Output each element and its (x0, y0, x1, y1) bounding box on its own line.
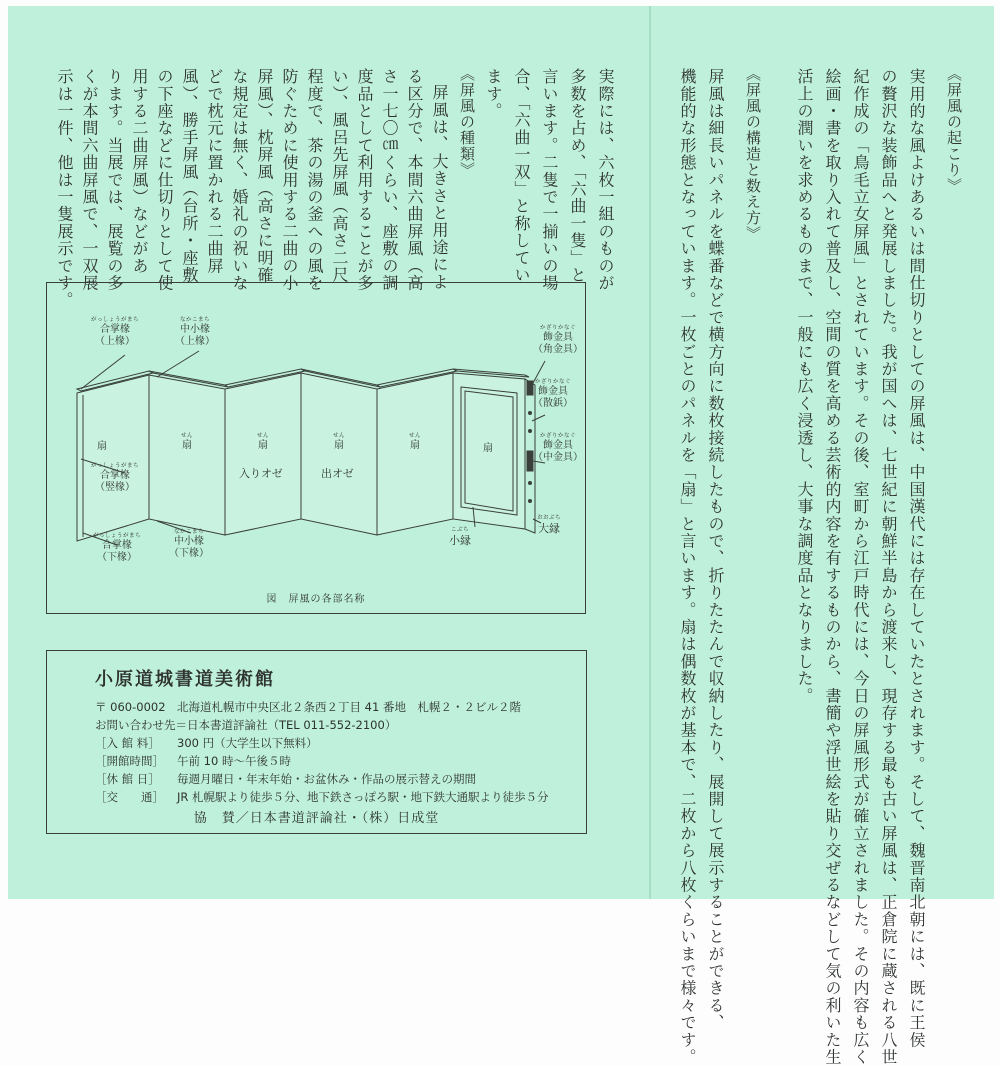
label-sen-3: せん 扇 (257, 433, 270, 451)
rivet-4 (529, 500, 532, 503)
label-gassho-top: がっしょうがまち 合掌椽 （上椽） (91, 317, 140, 348)
info-access: ［交 通］ JR 札幌駅より徒歩５分、地下鉄さっぽろ駅・地下鉄大通駅より徒歩５分 (95, 790, 549, 804)
label-obuchi: おおぶち 大縁 (537, 515, 562, 535)
label-sen-5: せん 扇 (409, 433, 422, 451)
types-line-11: 風）、勝手屏風（台所・座敷 (180, 68, 199, 284)
label-iri-oze: 入りオゼ (239, 467, 283, 480)
label-nakako-top: なかこまち 中小椽 （上椽） (175, 317, 215, 348)
info-closed: ［休 館 日］ 毎週月曜日・年末年始・お盆休み・作品の展示替えの期間 (95, 772, 476, 786)
types-line-13: 用する二曲屏風）などがあ (130, 68, 149, 275)
rivet-3 (529, 482, 532, 485)
panel-4 (301, 373, 377, 535)
origin-line-3: 紀作成の「鳥毛立女屏風」とされています。その後、室町から江戸時代には、今日の屏風形式が確立されました。その内容も広く (851, 68, 870, 1066)
leader-nakako-top (157, 351, 199, 377)
leader-kazari2 (532, 415, 545, 421)
types-line-10: どで枕元に置かれる二曲屏 (205, 68, 224, 275)
panel-5 (377, 373, 453, 535)
label-sen-6: 扇 (483, 443, 493, 454)
label-gassho-bot: がっしょうがまち 合掌椽 （下椽） (93, 533, 142, 564)
label-sen-1: 扇 (97, 441, 107, 452)
heading-types: 《屏風の種類》 (458, 66, 476, 178)
structure-line-2: 機能的な形態となっています。一枚ごとのパネルを「扇」と言います。扇は偶数枚が基本で、二枚から八枚くらいまで様々です。 (678, 68, 697, 1066)
types-line-7: 防ぐために使用する二曲の小 (280, 68, 299, 292)
panel-1 (77, 375, 149, 541)
label-gassho-mid: がっしょうがまち 合掌椽 （竪椽） (91, 463, 140, 494)
label-nakako-bot: なかこまち 中小椽 （下椽） (169, 529, 209, 560)
label-kazari-rivet: かざりかなぐ 飾金具 （散鋲） (533, 379, 573, 410)
museum-name: 小原道城書道美術館 (95, 669, 275, 690)
cont-line-3: 言います。二隻で一揃いの場 (540, 68, 559, 292)
heading-structure: 《屏風の構造と数え方》 (744, 66, 762, 242)
types-line-8: 屏風）、枕屏風（高さに明確 (255, 68, 274, 284)
cont-line-5: ます。 (484, 68, 503, 120)
origin-line-5: 活上の潤いを求めるものまで、一般にも広く浸透し、大事な調度品となりました。 (795, 68, 814, 705)
byobu-diagram (46, 282, 586, 614)
address: 〒 060-0002 北海道札幌市中央区北２条西２丁目 41 番地 札幌２・２ビル２階 (95, 700, 521, 714)
museum-info-box (46, 650, 587, 834)
types-line-2: る区分で、本間六曲屏風（高 (405, 68, 424, 292)
info-hours: ［開館時間］ 午前 10 時～午後５時 (95, 754, 291, 768)
types-line-1: 屏風は、大きさと用途によ (430, 84, 449, 291)
types-line-5: い）、風呂先屏風（高さ二尺 (330, 68, 349, 284)
origin-line-2: の贅沢な装飾品へと発展しました。我が国へは、七世紀に朝鮮半島から渡来し、現存する最も古い屏風は、正倉院に蔵される八世 (879, 68, 898, 1066)
types-line-9: な規定は無く、婚礼の祝いな (230, 68, 249, 292)
types-line-16: 示は一件、他は一隻展示です。 (55, 68, 74, 309)
types-line-6: 程度で、茶の湯の釜への風を (305, 68, 324, 292)
panel-3 (225, 373, 301, 535)
label-kazari-corner: かざりかなぐ 飾金具 （角金具） (533, 325, 583, 356)
page-fold (649, 6, 651, 899)
sponsor: 協 賛／日本書道評論社・（株）日成堂 (193, 811, 440, 826)
rivet-2 (529, 430, 532, 433)
cont-line-2: 多数を占め、「六曲一隻」と (568, 68, 587, 284)
contact: お問い合わせ先＝日本書道評論社（TEL 011-552-2100） (95, 718, 397, 732)
panel-2 (149, 375, 225, 535)
origin-line-1: 実用的な風よけあるいは間仕切りとしての屏風は、中国漢代には存在していたとされます。そして、魏晋南北朝には、既に王侯 (907, 68, 926, 1049)
figure-caption: 図 屏風の各部名称 (266, 594, 366, 605)
label-de-oze: 出オゼ (321, 467, 354, 480)
types-line-4: 度品として利用することが多 (355, 68, 374, 292)
rivet-1 (529, 412, 532, 415)
origin-line-4: 絵画・書を取り入れて普及し、空間の質を高める芸術的内容を有するものから、書簡や浮世絵を貼り交ぜるなどして気の利いた生 (823, 68, 842, 1066)
label-kazari-middle: かざりかなぐ 飾金具 （中金具） (533, 433, 583, 464)
label-sen-2: せん 扇 (181, 433, 194, 451)
structure-line-1: 屏風は細長いパネルを蝶番などで横方向に数枚接続したもので、折りたたんで収納したり、展開して展示することができる、 (706, 68, 725, 1032)
heading-origin: 《屏風の起こり》 (945, 66, 963, 194)
cont-line-4: 合、「六曲一双」と称してい (512, 68, 531, 284)
info-admission: ［入 館 料］ 300 円（大学生以下無料） (95, 736, 318, 750)
types-line-3: さ一七〇㎝くらい、座敷の調 (380, 68, 399, 292)
types-line-15: くが本間六曲屏風で、一双展 (80, 68, 99, 292)
types-line-14: ります。当展では、展覧の多 (105, 68, 124, 292)
label-sen-4: せん 扇 (333, 433, 346, 451)
cont-line-1: 実際には、六枚一組のものが (596, 68, 615, 292)
label-kobuchi: こぶち 小縁 (449, 527, 471, 547)
types-line-12: の下座などに仕切りとして使 (155, 68, 174, 292)
